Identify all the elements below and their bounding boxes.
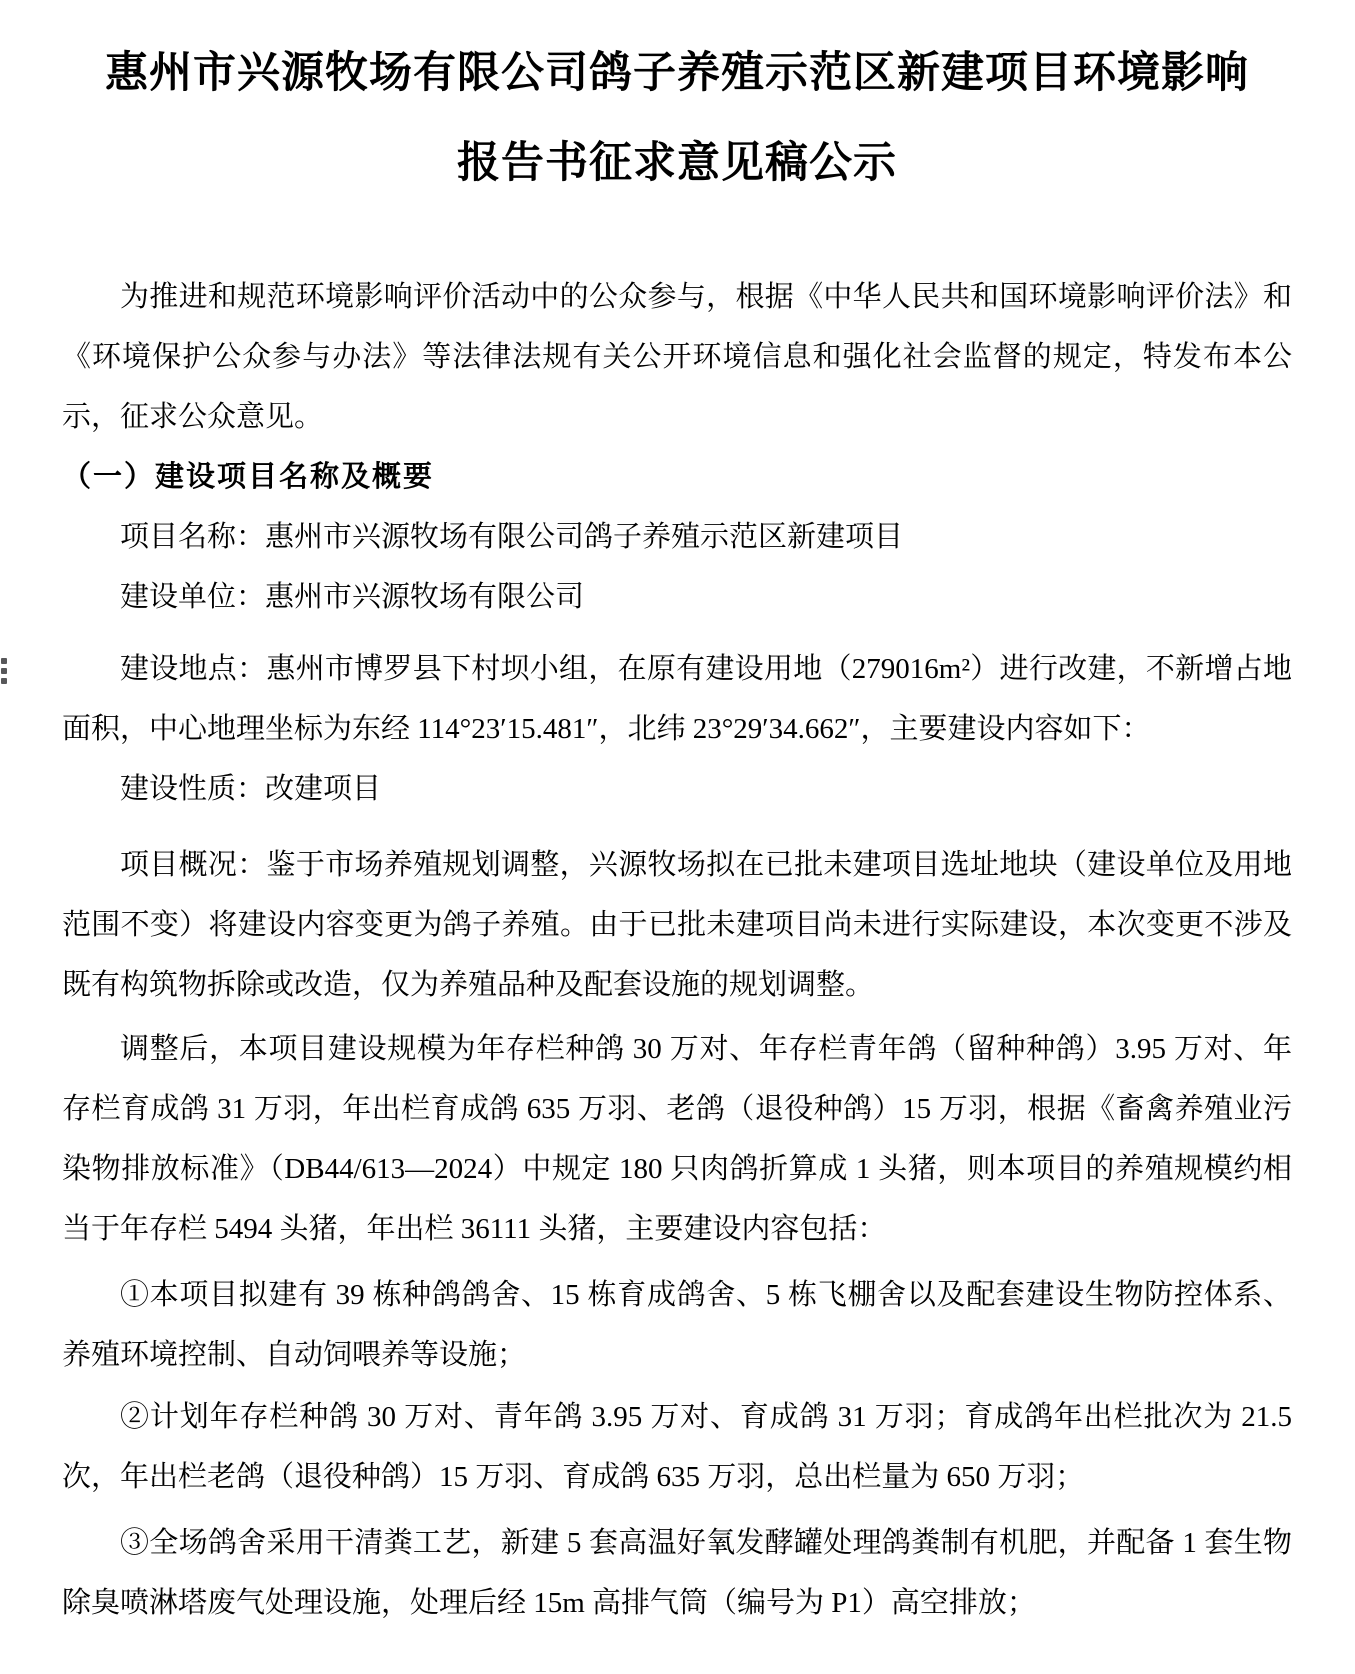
- margin-dot-icon: [1, 678, 7, 684]
- paragraph-project-name: 项目名称：惠州市兴源牧场有限公司鸽子养殖示范区新建项目: [120, 521, 904, 553]
- paragraph-construction-unit: 建设单位：惠州市兴源牧场有限公司: [120, 581, 585, 613]
- paragraph-item-1: ①本项目拟建有 39 栋种鸽鸽舍、15 栋育成鸽舍、5 栋飞棚舍以及配套建设生物防控体系、养殖环境控制、自动饲喂养等设施；: [62, 1279, 1292, 1371]
- page-title-line-2: 报告书征求意见稿公示: [457, 138, 897, 188]
- paragraph-item-2: ②计划年存栏种鸽 30 万对、青年鸽 3.95 万对、育成鸽 31 万羽；育成鸽年出栏批次为 21.5 次，年出栏老鸽（退役种鸽）15 万羽、育成鸽 635 万羽，总出栏量为 650 万羽；: [62, 1401, 1292, 1493]
- paragraph-construction-nature: 建设性质：改建项目: [120, 773, 382, 805]
- margin-dot-icon: [1, 668, 7, 674]
- margin-dot-icon: [1, 658, 7, 664]
- page-title-line-1: 惠州市兴源牧场有限公司鸽子养殖示范区新建项目环境影响: [105, 48, 1249, 98]
- paragraph-construction-location: 建设地点：惠州市博罗县下村坝小组，在原有建设用地（279016m²）进行改建，不新增占地面积，中心地理坐标为东经 114°23′15.481″，北纬 23°29′34.662″，主要建设内容如下：: [62, 653, 1292, 745]
- section-heading-project-name-overview: （一）建设项目名称及概要: [62, 461, 435, 493]
- paragraph-item-3: ③全场鸽舍采用干清粪工艺，新建 5 套高温好氧发酵罐处理鸽粪制有机肥，并配备 1 套生物除臭喷淋塔废气处理设施，处理后经 15m 高排气筒（编号为 P1）高空排放；: [62, 1527, 1292, 1619]
- document-body: [62, 267, 1292, 1633]
- page-title: [62, 28, 1292, 208]
- paragraph-adjusted-scale: 调整后，本项目建设规模为年存栏种鸽 30 万对、年存栏青年鸽（留种种鸽）3.95 万对、年存栏育成鸽 31 万羽，年出栏育成鸽 635 万羽、老鸽（退役种鸽）15 万羽，根据《畜禽养殖业污染物排放标准》（DB44/613—2024）中规定 180 只肉鸽折算成 1 头猪，则本项目的养殖规模约相当于年存栏 5494 头猪，年出栏 36111 头猪，主要建设内容包括：: [62, 1033, 1292, 1245]
- paragraph-intro: 为推进和规范环境影响评价活动中的公众参与，根据《中华人民共和国环境影响评价法》和《环境保护公众参与办法》等法律法规有关公开环境信息和强化社会监督的规定，特发布本公示，征求公众意见。: [62, 281, 1292, 433]
- paragraph-project-overview: 项目概况：鉴于市场养殖规划调整，兴源牧场拟在已批未建项目选址地块（建设单位及用地范围不变）将建设内容变更为鸽子养殖。由于已批未建项目尚未进行实际建设，本次变更不涉及既有构筑物拆除或改造，仅为养殖品种及配套设施的规划调整。: [62, 849, 1292, 1001]
- left-margin-dots-marker: [1, 658, 7, 684]
